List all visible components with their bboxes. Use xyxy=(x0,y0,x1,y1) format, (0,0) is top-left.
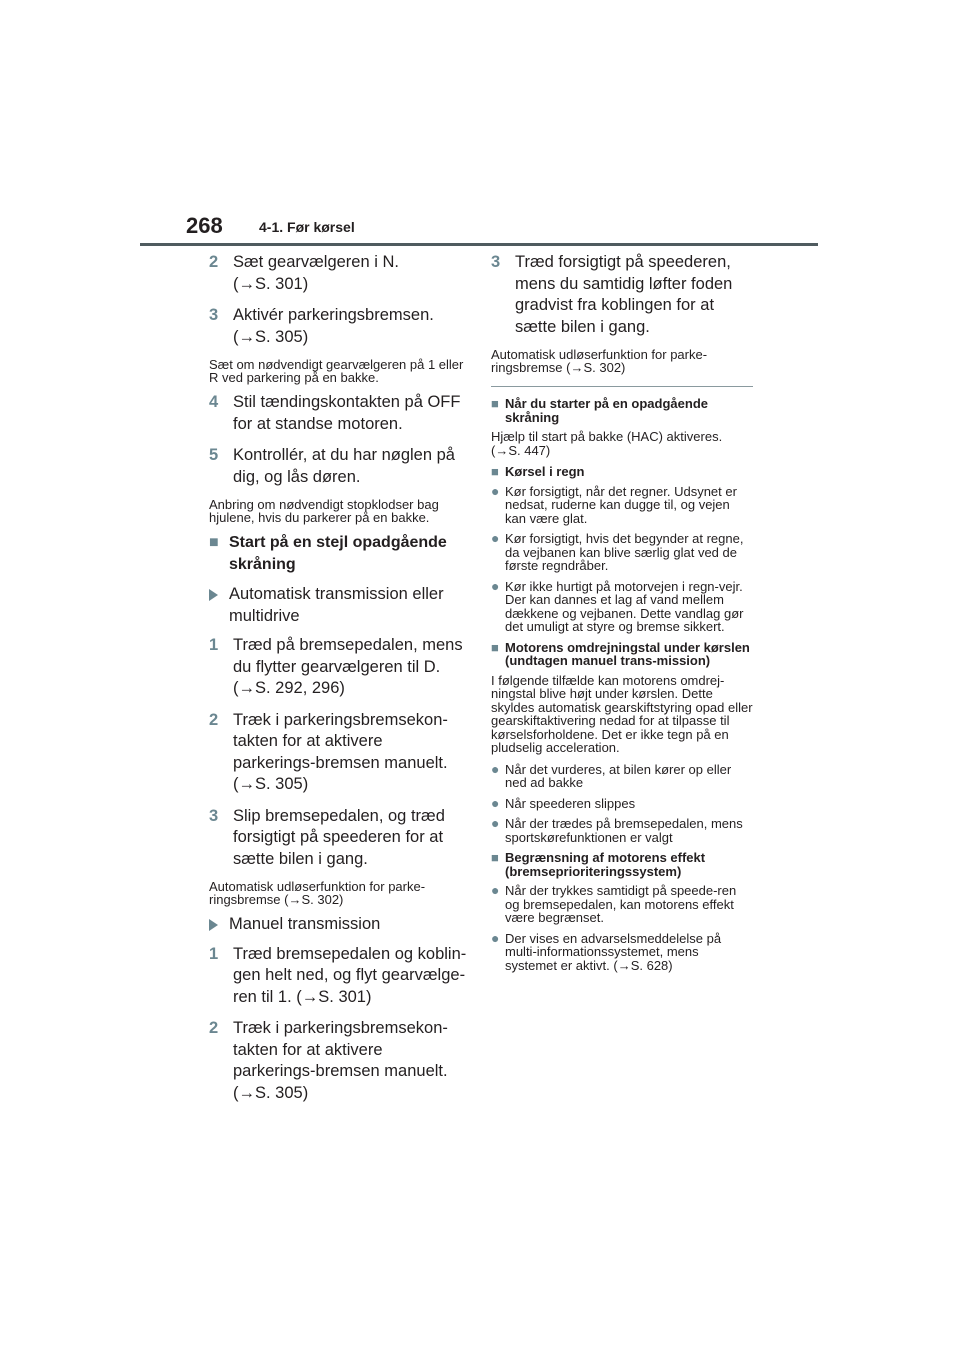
dot-icon: ● xyxy=(491,794,500,811)
note-text: Automatisk udløserfunktion for parke-ringsbremse (→S. 302) xyxy=(491,347,708,375)
right-column xyxy=(491,252,753,979)
info-text: I følgende tilfælde kan motorens omdrej-ningstal blive højt under kørslen. Dette skyldes automatisk gearskiftstyring opad eller gearskiftaktivering nedad for at tilpasse til kørselsforholdene. Det er ikke tegn på en pludselig acceleration. xyxy=(491,672,753,755)
bullet-text: Der vises en advarselsmeddelelse på multi-informationssystemet, mens systemet er aktivt. (→S. 628) xyxy=(505,930,722,973)
bullet-item xyxy=(491,929,753,973)
bullet-item xyxy=(491,532,753,573)
step-number: 1 xyxy=(209,944,219,963)
step-item xyxy=(209,944,469,1009)
heading-text: Når du starter på en opadgående skråning xyxy=(505,396,708,425)
subheading-text: Automatisk transmission eller multidrive xyxy=(229,585,444,625)
subheading-text: Manuel transmission xyxy=(229,915,381,933)
step-text: Træd på bremsepedalen, mens du flytter gearvælgeren til D. (→S. 292, 296) xyxy=(233,636,463,697)
bullet-item xyxy=(491,577,753,634)
note-text: Sæt om nødvendigt gearvælgeren på 1 eller R ved parkering på en bakke. xyxy=(209,357,464,385)
left-column xyxy=(209,252,469,1114)
dot-icon: ● xyxy=(491,482,500,499)
step-item xyxy=(209,710,469,796)
step-item xyxy=(209,1018,469,1104)
step-number: 3 xyxy=(491,253,501,271)
step-item xyxy=(209,635,469,700)
step-text: Aktivér parkeringsbremsen. xyxy=(233,306,434,324)
subheading xyxy=(209,584,469,627)
square-icon: ■ xyxy=(491,639,499,655)
step-item xyxy=(209,806,469,871)
step-text: Træd forsigtigt på speederen, mens du samtidig løfter foden gradvist fra koblingen for at sætte bilen i gang. xyxy=(515,253,733,336)
step-number: 2 xyxy=(209,1019,219,1037)
section-heading xyxy=(209,532,469,576)
step-number: 2 xyxy=(209,253,219,271)
bullet-text: Når der trykkes samtidigt på speede-ren og bremsepedalen, kan motorens effekt være begrænset. xyxy=(505,883,737,925)
step-number: 3 xyxy=(209,306,219,324)
step-number: 2 xyxy=(209,710,219,729)
heading-text: Kørsel i regn xyxy=(505,464,585,479)
step-item xyxy=(209,252,469,295)
bullet-item xyxy=(491,884,753,925)
dot-icon: ● xyxy=(491,882,500,898)
square-icon: ■ xyxy=(491,396,499,411)
step-text: Slip bremsepedalen, og træd forsigtigt på speederen for at sætte bilen i gang. xyxy=(233,806,445,868)
note-text: Anbring om nødvendigt stopklodser bag hjulene, hvis du parkerer på en bakke. xyxy=(209,497,439,525)
step-text: Træk i parkeringsbremsekon-takten for at aktivere parkerings-bremsen manuelt. (→S. 305) xyxy=(233,1019,448,1102)
bullet-item xyxy=(491,482,753,526)
divider xyxy=(491,386,753,387)
dot-icon: ● xyxy=(491,577,500,594)
note-text: Automatisk udløserfunktion for parke-ringsbremse (→S. 302) xyxy=(209,879,426,907)
step-number: 5 xyxy=(209,446,219,464)
step-item xyxy=(209,392,469,435)
header-rule xyxy=(140,243,818,246)
step-text: Træk i parkeringsbremsekon-takten for at aktivere parkerings-bremsen manuelt. (→S. 305) xyxy=(233,710,448,793)
step-ref: (→S. 301) xyxy=(233,274,309,293)
triangle-icon xyxy=(209,584,229,627)
bullet-text: Når der trædes på bremsepedalen, mens sportskørefunktionen er valgt xyxy=(505,816,743,845)
step-text-cont: for at standse motoren. xyxy=(233,414,403,433)
heading-text: Motorens omdrejningstal under kørslen (undtagen manuel trans-mission) xyxy=(505,639,750,668)
bullet-text: Kør forsigtigt, når det regner. Udsynet er nedsat, ruderne kan dugge til, og vejen kan være glat. xyxy=(505,483,737,526)
subheading xyxy=(209,914,469,936)
step-ref: (→S. 305) xyxy=(233,327,309,346)
info-heading xyxy=(491,851,753,878)
bullet-item xyxy=(491,760,753,790)
step-item xyxy=(491,252,753,338)
step-text: Træd bremsepedalen og koblin-gen helt ned, og flyt gearvælge-ren til 1. (→S. 301) xyxy=(233,944,467,1006)
bullet-text: Når det vurderes, at bilen kører op eller ned ad bakke xyxy=(505,761,732,790)
step-text: Kontrollér, at du har nøglen på xyxy=(233,446,455,464)
heading-text: Begrænsning af motorens effekt (bremseprioriteringssystem) xyxy=(505,850,706,879)
step-item xyxy=(209,305,469,348)
heading-text: Start på en stejl opadgående skråning xyxy=(229,534,447,573)
info-heading xyxy=(491,465,753,479)
info-heading xyxy=(491,641,753,668)
step-number: 4 xyxy=(209,393,219,411)
step-text: Sæt gearvælgeren i N. xyxy=(233,253,399,271)
square-icon: ■ xyxy=(209,534,219,551)
dot-icon: ● xyxy=(491,760,500,777)
dot-icon: ● xyxy=(491,530,500,546)
step-text-cont: dig, og lås døren. xyxy=(233,467,361,486)
bullet-item xyxy=(491,794,753,811)
dot-icon: ● xyxy=(491,929,500,946)
section-title: 4-1. Før kørsel xyxy=(259,219,355,235)
bullet-text: Når speederen slippes xyxy=(505,795,636,811)
step-number: 3 xyxy=(209,806,219,825)
bullet-text: Kør ikke hurtigt på motorvejen i regn-vejr. Der kan dannes et lag af vand mellem dækkene og vejbanen. Dette vandlag gør det umuligt at styre og bremse sikkert. xyxy=(505,578,744,634)
info-heading xyxy=(491,397,753,424)
triangle-icon xyxy=(209,914,229,936)
page-number: 268 xyxy=(186,213,223,238)
dot-icon: ● xyxy=(491,815,500,831)
square-icon: ■ xyxy=(491,850,499,865)
bullet-item xyxy=(491,817,753,844)
step-item xyxy=(209,445,469,488)
square-icon: ■ xyxy=(491,464,499,479)
step-text: Stil tændingskontakten på OFF xyxy=(233,393,461,411)
step-number: 1 xyxy=(209,636,219,654)
bullet-text: Kør forsigtigt, hvis det begynder at regne, da vejbanen kan blive særlig glat ved de første regndråber. xyxy=(505,531,744,573)
info-text: Hjælp til start på bakke (HAC) aktiveres. (→S. 447) xyxy=(491,429,723,458)
